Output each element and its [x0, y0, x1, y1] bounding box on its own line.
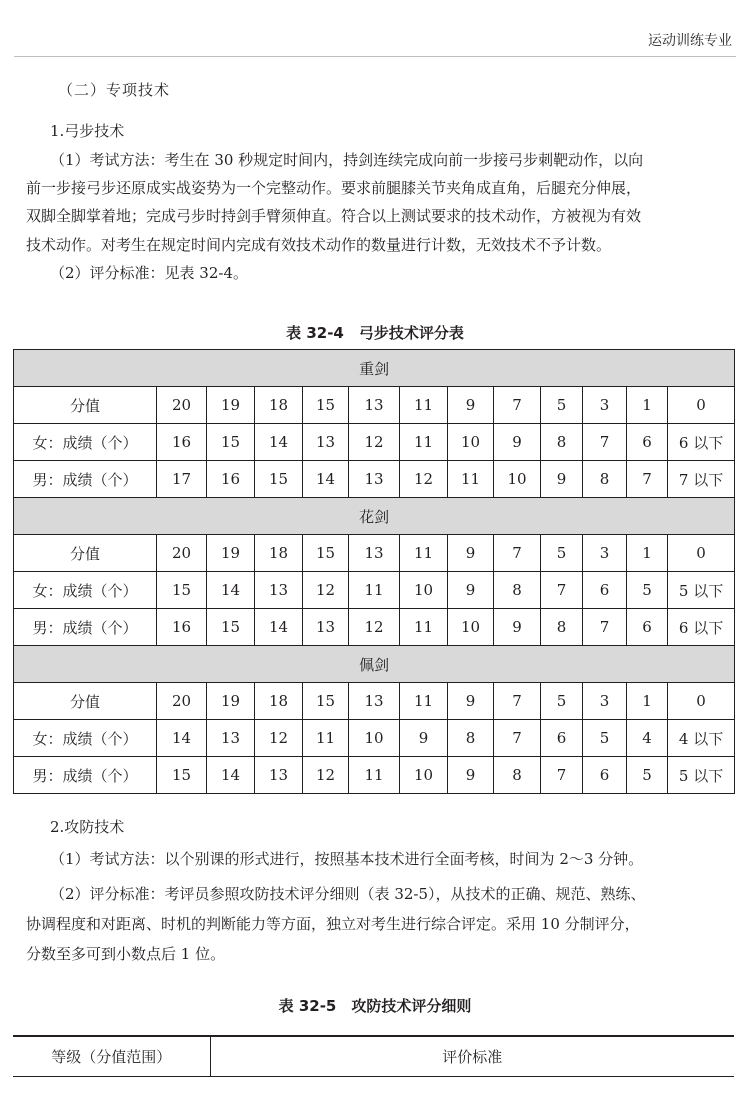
male-cell: 10 [494, 461, 541, 498]
criteria-col-grade: 等级（分值范围） [13, 1036, 210, 1076]
attack-method: （1）考试方法：以个别课的形式进行，按照基本技术进行全面考核，时间为 2～3 分钟。 [50, 850, 644, 868]
weapon-band-row [14, 498, 735, 535]
attack-standard-line-2: 协调程度和对距离、时机的判断能力等方面，独立对考生进行综合评定。采用 10 分制评分， [26, 915, 640, 933]
female-cell: 14 [157, 720, 207, 757]
male-row [14, 461, 735, 498]
female-cell: 5 [583, 720, 627, 757]
weapon-name: 佩剑 [14, 646, 735, 683]
score-cell: 13 [349, 387, 400, 424]
score-cell: 0 [668, 683, 735, 720]
male-cell: 12 [400, 461, 448, 498]
female-cell: 13 [207, 720, 255, 757]
weapon-name: 重剑 [14, 350, 735, 387]
male-cell: 11 [448, 461, 494, 498]
male-cell: 5 [627, 757, 668, 794]
lunge-standard: （2）评分标准：见表 32-4。 [50, 264, 249, 282]
male-cell: 7 以下 [668, 461, 735, 498]
score-cell: 7 [494, 683, 541, 720]
male-cell: 9 [494, 609, 541, 646]
table-32-4-caption: 表 32-4 弓步技术评分表 [286, 324, 464, 342]
score-cell: 1 [627, 535, 668, 572]
score-cell: 3 [583, 535, 627, 572]
male-cell: 11 [349, 757, 400, 794]
male-cell: 12 [303, 757, 349, 794]
female-cell: 11 [349, 572, 400, 609]
score-cell: 18 [255, 387, 303, 424]
lunge-score-table [13, 349, 735, 794]
female-cell: 8 [448, 720, 494, 757]
score-cell: 20 [157, 683, 207, 720]
criteria-header-row [13, 1036, 734, 1076]
score-label: 分值 [14, 683, 157, 720]
lunge-method-line-2: 前一步接弓步还原成实战姿势为一个完整动作。要求前腿膝关节夹角成直角，后腿充分伸展， [26, 179, 642, 197]
female-cell: 15 [207, 424, 255, 461]
male-cell: 15 [255, 461, 303, 498]
male-cell: 6 [583, 757, 627, 794]
male-cell: 17 [157, 461, 207, 498]
score-cell: 9 [448, 535, 494, 572]
score-cell: 1 [627, 683, 668, 720]
female-cell: 8 [541, 424, 583, 461]
female-cell: 11 [303, 720, 349, 757]
female-row [14, 424, 735, 461]
female-label: 女：成绩（个） [14, 720, 157, 757]
score-cell: 0 [668, 387, 735, 424]
score-label: 分值 [14, 387, 157, 424]
male-cell: 6 以下 [668, 609, 735, 646]
score-cell: 1 [627, 387, 668, 424]
criteria-col-standard: 评价标准 [210, 1036, 734, 1076]
female-label: 女：成绩（个） [14, 424, 157, 461]
score-cell: 5 [541, 683, 583, 720]
female-cell: 11 [400, 424, 448, 461]
female-cell: 12 [255, 720, 303, 757]
score-cell: 13 [349, 683, 400, 720]
score-cell: 5 [541, 535, 583, 572]
male-cell: 7 [627, 461, 668, 498]
male-label: 男：成绩（个） [14, 461, 157, 498]
score-cell: 3 [583, 387, 627, 424]
lunge-method-line-1: （1）考试方法：考生在 30 秒规定时间内，持剑连续完成向前一步接弓步刺靶动作，以向 [50, 151, 644, 169]
female-cell: 12 [303, 572, 349, 609]
male-label: 男：成绩（个） [14, 757, 157, 794]
score-cell: 11 [400, 535, 448, 572]
female-cell: 4 以下 [668, 720, 735, 757]
male-cell: 11 [400, 609, 448, 646]
male-row [14, 609, 735, 646]
weapon-name: 花剑 [14, 498, 735, 535]
weapon-band-row [14, 646, 735, 683]
female-cell: 9 [448, 572, 494, 609]
score-cell: 7 [494, 387, 541, 424]
lunge-method-line-3: 双脚全脚掌着地；完成弓步时持剑手臂须伸直。符合以上测试要求的技术动作，方被视为有效 [26, 207, 642, 225]
score-cell: 20 [157, 535, 207, 572]
male-cell: 10 [448, 609, 494, 646]
female-label: 女：成绩（个） [14, 572, 157, 609]
female-cell: 7 [583, 424, 627, 461]
header-title: 运动训练专业 [648, 33, 732, 49]
female-cell: 9 [494, 424, 541, 461]
score-cell: 13 [349, 535, 400, 572]
score-row [14, 387, 735, 424]
male-cell: 13 [255, 757, 303, 794]
female-cell: 5 [627, 572, 668, 609]
male-cell: 13 [349, 461, 400, 498]
male-label: 男：成绩（个） [14, 609, 157, 646]
male-cell: 8 [541, 609, 583, 646]
female-cell: 10 [448, 424, 494, 461]
female-row [14, 572, 735, 609]
male-cell: 9 [541, 461, 583, 498]
score-cell: 11 [400, 387, 448, 424]
score-cell: 15 [303, 387, 349, 424]
male-cell: 15 [207, 609, 255, 646]
score-row [14, 683, 735, 720]
score-cell: 19 [207, 683, 255, 720]
score-cell: 3 [583, 683, 627, 720]
male-row [14, 757, 735, 794]
female-cell: 13 [255, 572, 303, 609]
score-cell: 15 [303, 535, 349, 572]
attack-standard-line-1: （2）评分标准：考评员参照攻防技术评分细则（表 32-5），从技术的正确、规范、熟练、 [50, 885, 646, 903]
male-cell: 8 [583, 461, 627, 498]
score-cell: 19 [207, 535, 255, 572]
score-cell: 5 [541, 387, 583, 424]
male-cell: 14 [303, 461, 349, 498]
header-divider [14, 56, 736, 57]
male-cell: 14 [207, 757, 255, 794]
female-cell: 14 [255, 424, 303, 461]
female-cell: 14 [207, 572, 255, 609]
attack-heading: 2.攻防技术 [50, 818, 125, 836]
female-cell: 7 [494, 720, 541, 757]
female-cell: 9 [400, 720, 448, 757]
score-cell: 7 [494, 535, 541, 572]
score-cell: 15 [303, 683, 349, 720]
lunge-method-line-4: 技术动作。对考生在规定时间内完成有效技术动作的数量进行计数，无效技术不予计数。 [26, 236, 612, 254]
male-cell: 6 [627, 609, 668, 646]
score-cell: 18 [255, 535, 303, 572]
attack-standard-line-3: 分数至多可到小数点后 1 位。 [26, 945, 226, 963]
female-cell: 13 [303, 424, 349, 461]
female-cell: 12 [349, 424, 400, 461]
female-cell: 6 [627, 424, 668, 461]
male-cell: 9 [448, 757, 494, 794]
female-row [14, 720, 735, 757]
female-cell: 15 [157, 572, 207, 609]
female-cell: 10 [349, 720, 400, 757]
male-cell: 5 以下 [668, 757, 735, 794]
female-cell: 6 [583, 572, 627, 609]
score-cell: 11 [400, 683, 448, 720]
male-cell: 13 [303, 609, 349, 646]
score-cell: 18 [255, 683, 303, 720]
female-cell: 6 [541, 720, 583, 757]
female-cell: 16 [157, 424, 207, 461]
female-cell: 4 [627, 720, 668, 757]
male-cell: 12 [349, 609, 400, 646]
female-cell: 5 以下 [668, 572, 735, 609]
score-cell: 20 [157, 387, 207, 424]
female-cell: 10 [400, 572, 448, 609]
score-cell: 19 [207, 387, 255, 424]
male-cell: 8 [494, 757, 541, 794]
lunge-heading: 1.弓步技术 [50, 122, 125, 140]
weapon-band-row [14, 350, 735, 387]
male-cell: 7 [583, 609, 627, 646]
male-cell: 16 [207, 461, 255, 498]
female-cell: 7 [541, 572, 583, 609]
attack-criteria-table [13, 1035, 734, 1077]
score-cell: 0 [668, 535, 735, 572]
male-cell: 7 [541, 757, 583, 794]
male-cell: 15 [157, 757, 207, 794]
score-cell: 9 [448, 683, 494, 720]
female-cell: 6 以下 [668, 424, 735, 461]
score-row [14, 535, 735, 572]
male-cell: 14 [255, 609, 303, 646]
male-cell: 16 [157, 609, 207, 646]
table-32-5-caption: 表 32-5 攻防技术评分细则 [278, 997, 472, 1015]
score-label: 分值 [14, 535, 157, 572]
score-cell: 9 [448, 387, 494, 424]
female-cell: 8 [494, 572, 541, 609]
male-cell: 10 [400, 757, 448, 794]
section-heading: （二）专项技术 [58, 81, 171, 99]
